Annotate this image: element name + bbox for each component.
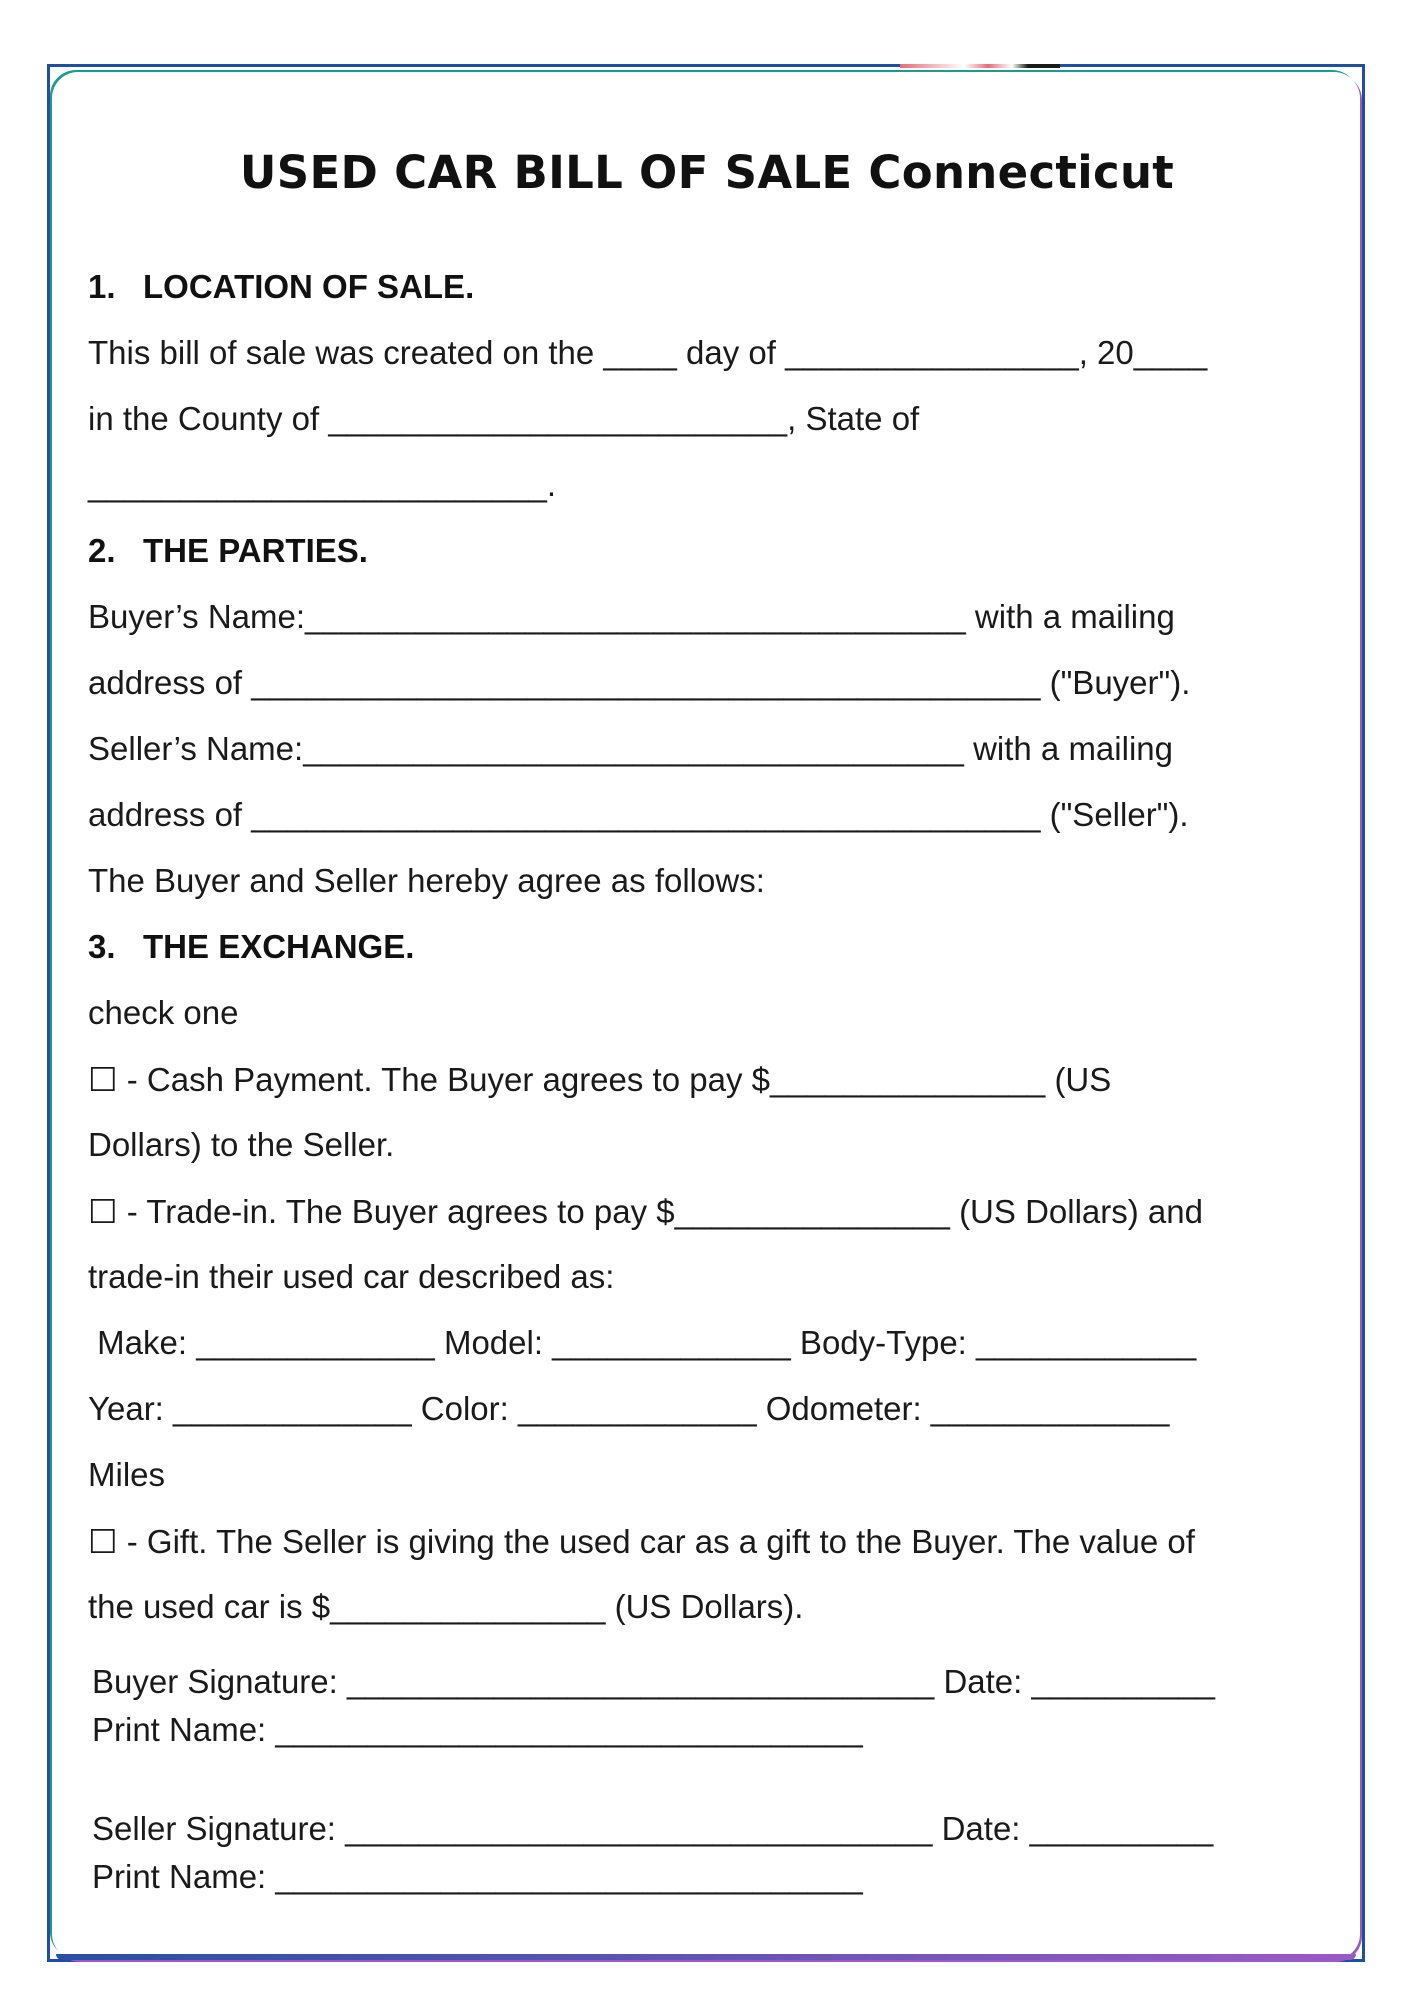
document-title: USED CAR BILL OF SALE Connecticut bbox=[239, 146, 1175, 199]
location-county-line: in the County of _________________________, State of bbox=[88, 400, 920, 437]
section-heading-exchange: 3. THE EXCHANGE. bbox=[88, 928, 415, 965]
decorative-accent-top bbox=[900, 64, 1060, 68]
seller-name-line: Seller’s Name:____________________________________ with a mailing bbox=[88, 730, 1173, 767]
check-one-label: check one bbox=[88, 994, 239, 1031]
buyer-name-line: Buyer’s Name:____________________________________ with a mailing bbox=[88, 598, 1175, 635]
agreement-line: The Buyer and Seller hereby agree as follows: bbox=[88, 862, 765, 899]
section-heading-location: 1. LOCATION OF SALE. bbox=[88, 268, 475, 305]
vehicle-year-color-line: Year: _____________ Color: _____________ Odometer: _____________ bbox=[88, 1390, 1170, 1427]
decorative-accent-bottom bbox=[56, 1954, 1356, 1960]
trade-in-continued: trade-in their used car described as: bbox=[88, 1258, 615, 1295]
cash-payment-continued: Dollars) to the Seller. bbox=[88, 1126, 395, 1163]
location-date-line: This bill of sale was created on the ____ day of ________________, 20____ bbox=[88, 334, 1208, 371]
vehicle-miles-label: Miles bbox=[88, 1456, 166, 1493]
gift-value-line: the used car is $_______________ (US Dollars). bbox=[88, 1588, 804, 1625]
buyer-signature-line: Buyer Signature: ________________________________ Date: __________ bbox=[92, 1663, 1216, 1700]
seller-signature-line: Seller Signature: ________________________________ Date: __________ bbox=[92, 1810, 1214, 1847]
trade-in-option: ☐ - Trade-in. The Buyer agrees to pay $_______________ (US Dollars) and bbox=[88, 1193, 1203, 1230]
seller-print-name-line: Print Name: ________________________________ bbox=[92, 1858, 863, 1895]
gift-option: ☐ - Gift. The Seller is giving the used car as a gift to the Buyer. The value of bbox=[88, 1523, 1195, 1560]
buyer-address-line: address of ___________________________________________ ("Buyer"). bbox=[88, 664, 1191, 701]
section-heading-parties: 2. THE PARTIES. bbox=[88, 532, 368, 569]
vehicle-make-model-line: Make: _____________ Model: _____________ Body-Type: ____________ bbox=[88, 1324, 1197, 1361]
seller-address-line: address of ___________________________________________ ("Seller"). bbox=[88, 796, 1189, 833]
cash-payment-option: ☐ - Cash Payment. The Buyer agrees to pay $_______________ (US bbox=[88, 1061, 1112, 1098]
buyer-print-name-line: Print Name: ________________________________ bbox=[92, 1711, 863, 1748]
location-state-line: _________________________. bbox=[88, 466, 556, 503]
